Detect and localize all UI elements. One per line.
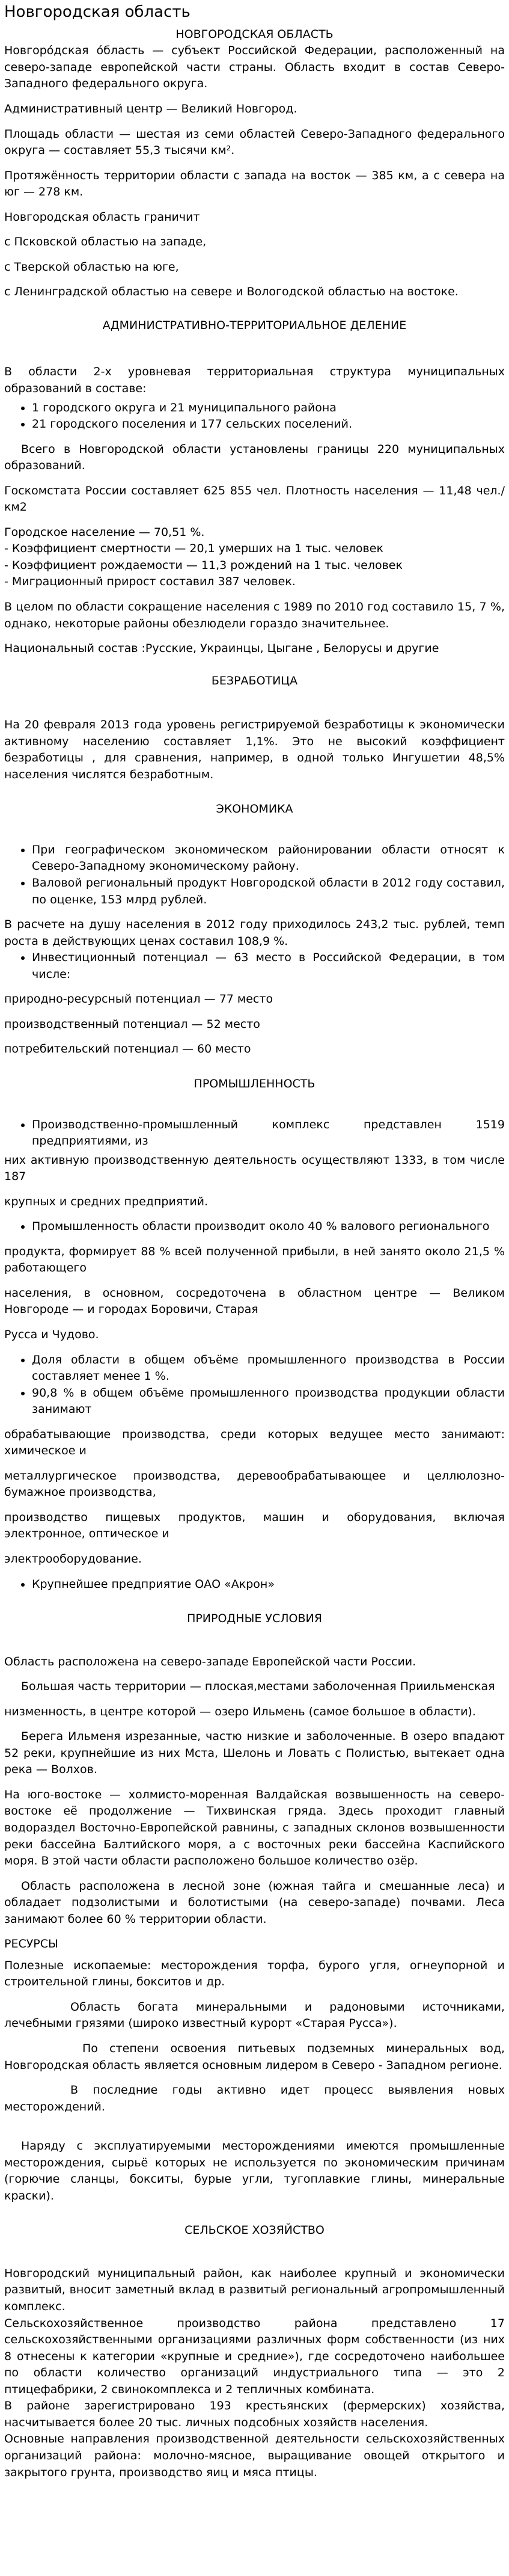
section-intro — [4, 26, 505, 301]
nature-paragraph-10: В последние годы активно идет процесс выявления новых месторождений. — [4, 2083, 505, 2113]
resources-heading: РЕСУРСЫ — [4, 1937, 58, 1951]
section-unemployment — [4, 673, 505, 784]
economy-list — [4, 842, 505, 908]
list-item: • 90,8 % в общем объёме промышленного производства продукции области занимают — [32, 1385, 505, 1418]
list-item: • 1 городского округа и 21 муниципального района — [32, 400, 505, 417]
intro-paragraph-6: с Псковской областью на западе, — [4, 235, 207, 249]
list-item: • Промышленность области производит около 40 % валового регионального — [32, 1219, 505, 1235]
section-nature — [4, 1611, 505, 2204]
industry-paragraph-7: металлургическое производства, деревообрабатывающее и целлюлозно-бумажное производства, — [4, 1469, 505, 1499]
admin-paragraph-2: Всего в Новгородской области установлены границы 220 муниципальных образований. — [4, 442, 505, 473]
industry-paragraph-6: обрабатывающие производства, среди которых ведущее место занимают: химическое и — [4, 1427, 505, 1458]
industry-paragraph-8: производство пищевых продуктов, машин и оборудования, включая электронное, оптическое и — [4, 1510, 505, 1541]
industry-list-1 — [4, 1117, 505, 1150]
economy-list-2 — [4, 950, 505, 983]
economy-paragraph-3: производственный потенциал — 52 место — [4, 1017, 260, 1031]
admin-paragraph-3: Госкомстата России составляет 625 855 чел. Плотность населения — 11,48 чел./км2 — [4, 484, 505, 514]
admin-paragraph-4b: - Коэффициент смертности — 20,1 умерших на 1 тыс. человек — [4, 542, 383, 556]
nature-paragraph-2: Большая часть территории — плоская,местами заболоченная Приильменская — [21, 1680, 495, 1694]
admin-paragraph-5: В целом по области сокращение населения с 1989 по 2010 год составило 15, 7 %, однако, некоторые районы обезлюдели гораздо значительнее. — [4, 600, 505, 630]
agriculture-paragraph-1: Новгородский муниципальный район, как наиболее крупный и экономически развитый, вносит заметный вклад в развитый региональный агропромышленный комплекс. — [4, 2266, 505, 2314]
admin-list — [4, 400, 505, 433]
list-item: • 21 городского поселения и 177 сельских поселений. — [32, 416, 505, 433]
nature-paragraph-5: На юго-востоке — холмисто-моренная Валдайская возвышенность на северо-востоке её продолжение — Тихвинская гряда. Здесь проходит главный водораздел Восточно-Европейской равнины, с западных склонов возвышенности реки бассейна Балтийского моря, а с восточных реки бассейна Каспийского моря. В этой части области расположено большое количество озёр. — [4, 1788, 505, 1868]
intro-paragraph-4: Протяжённость территории области с запада на восток — 385 км, а с севера на юг — 278 км. — [4, 168, 505, 199]
section-industry — [4, 1076, 505, 1593]
agriculture-paragraph-4: Основные направления производственной деятельности сельскохозяйственных организаций района: молочно-мясное, выращивание овощей открытого и закрытого грунта, производство яиц и мяса птицы. — [4, 2432, 505, 2479]
agriculture-paragraph-3: В районе зарегистрировано 193 крестьянских (фермерских) хозяйства, насчитывается более 20 тыс. личных подсобных хозяйств населения. — [4, 2399, 505, 2429]
admin-paragraph-6: Национальный состав :Русские, Украинцы, Цыгане , Белорусы и другие — [4, 642, 439, 656]
section-economy — [4, 801, 505, 1058]
intro-paragraph-8: с Ленинградской областью на севере и Вологодской областью на востоке. — [4, 285, 459, 299]
intro-paragraph-5: Новгородская область граничит — [4, 210, 200, 224]
industry-list-4 — [4, 1576, 505, 1593]
economy-paragraph-2: природно-ресурсный потенциал — 77 место — [4, 992, 273, 1006]
industry-paragraph-4: населения, в основном, сосредоточена в областном центре — Великом Новгороде — и городах Боровичи, Старая — [4, 1286, 505, 1317]
section-admin — [4, 318, 505, 657]
section-heading-admin: АДМИНИСТРАТИВНО-ТЕРРИТОРИАЛЬНОЕ ДЕЛЕНИЕ — [102, 318, 407, 332]
section-heading-agriculture: СЕЛЬСКОЕ ХОЗЯЙСТВО — [184, 2224, 325, 2237]
section-agriculture — [4, 2222, 505, 2481]
industry-paragraph-1: них активную производственную деятельность осуществляют 1333, в том числе 187 — [4, 1153, 505, 1184]
industry-paragraph-2: крупных и средних предприятий. — [4, 1194, 209, 1208]
nature-paragraph-9: По степени освоения питьевых подземных минеральных вод, Новгородская область является основным лидером в Северо - Западном регионе. — [4, 2042, 505, 2072]
industry-list-3 — [4, 1352, 505, 1418]
list-item: • Инвестиционный потенциал — 63 место в Российской Федерации, в том числе: — [32, 950, 505, 983]
list-item: • Производственно-промышленный комплекс представлен 1519 предприятиями, из — [32, 1117, 505, 1150]
unemployment-paragraph-1: На 20 февраля 2013 года уровень регистрируемой безработицы к экономически активному населению составляет 1,1%. Это не высокий коэффициент безработицы , для сравнения, например, в одной только Ингушетии 48,5% населения числятся безработным. — [4, 718, 505, 781]
admin-paragraph-1: В области 2-х уровневая территориальная структура муниципальных образований в составе: — [4, 365, 505, 395]
admin-paragraph-4a: Городское население — 70,51 %. — [4, 525, 205, 539]
nature-paragraph-1: Область расположена на северо-западе Европейской части России. — [4, 1655, 416, 1668]
intro-paragraph-1: Новгоро́дская о́бласть — субъект Российской Федерации, расположенный на северо-западе европейской части страны. Область входит в состав Северо-Западного федерального округа. — [4, 44, 505, 91]
industry-paragraph-9: электрооборудование. — [4, 1552, 142, 1566]
nature-paragraph-8: Область богата минеральными и радоновыми источниками, лечебными грязями (широко известный курорт «Старая Русса»). — [4, 2000, 505, 2030]
industry-list-2 — [4, 1219, 505, 1235]
economy-paragraph-4: потребительский потенциал — 60 место — [4, 1042, 251, 1056]
economy-paragraph-1: В расчете на душу населения в 2012 году приходилось 243,2 тыс. рублей, темп роста в действующих ценах составил 108,9 %. — [4, 918, 505, 948]
section-heading-nature: ПРИРОДНЫЕ УСЛОВИЯ — [187, 1612, 322, 1626]
agriculture-paragraph-2: Сельскохозяйственное производство района представлено 17 сельскохозяйственными организациями различных форм собственности (из них 8 отнесены к категории «крупные и средние»), где сосредоточено наибольшее по области количество организаций индустриального типа — это 2 птицефабрики, 2 свинокомплекса и 2 тепличных комбината. — [4, 2316, 505, 2396]
section-heading-intro: НОВГОРОДСКАЯ ОБЛАСТЬ — [175, 27, 334, 41]
admin-paragraph-4d: - Миграционный прирост составил 387 человек. — [4, 575, 296, 589]
section-heading-unemployment: БЕЗРАБОТИЦА — [211, 674, 298, 687]
nature-paragraph-11: Наряду с эксплуатируемыми месторождениями имеются промышленные месторождения, сырьё которых не используется по экономическим причинам (горючие сланцы, бокситы, бурые угли, тугоплавкие глины, минеральные краски). — [4, 2139, 505, 2203]
list-item: • При географическом экономическом районировании области относят к Северо-Западному экономическому району. — [32, 842, 505, 875]
intro-paragraph-2: Административный центр — Великий Новгород. — [4, 102, 297, 115]
admin-paragraph-4c: - Коэффициент рождаемости — 11,3 рождений на 1 тыс. человек — [4, 558, 403, 572]
intro-paragraph-7: с Тверской областью на юге, — [4, 260, 179, 274]
nature-paragraph-7: Полезные ископаемые: месторождения торфа, бурого угля, огнеупорной и строительной глины, бокситов и др. — [4, 1958, 505, 1989]
list-item: • Крупнейшее предприятие ОАО «Акрон» — [32, 1576, 505, 1593]
section-heading-economy: ЭКОНОМИКА — [216, 802, 293, 816]
list-item: • Валовой региональный продукт Новгородской области в 2012 году составил, по оценке, 153 млрд рублей. — [32, 875, 505, 908]
industry-paragraph-5: Русса и Чудово. — [4, 1327, 99, 1341]
list-item: • Доля области в общем объёме промышленного производства в России составляет менее 1 %. — [32, 1352, 505, 1385]
industry-paragraph-3: продукта, формирует 88 % всей полученной прибыли, в ней занято около 21,5 % работающего — [4, 1244, 505, 1275]
page-title: Новгородская область — [4, 3, 190, 21]
section-heading-industry: ПРОМЫШЛЕННОСТЬ — [194, 1077, 315, 1090]
nature-paragraph-6: Область расположена в лесной зоне (южная тайга и смешанные леса) и обладает подзолистыми и болотистыми (на северо-западе) почвами. Леса занимают более 60 % территории области. — [4, 1879, 505, 1926]
nature-paragraph-4: Берега Ильменя изрезанные, частю низкие и заболоченные. В озеро впадают 52 реки, крупнейшие из них Мста, Шелонь и Ловать с Полистью, вытекает одна река — Волхов. — [4, 1730, 505, 1777]
intro-paragraph-3: Площадь области — шестая из семи областей Северо-Западного федерального округа — составляет 55,3 тысячи км². — [4, 127, 505, 158]
nature-paragraph-3: низменность, в центре которой — озеро Ильмень (самое большое в области). — [4, 1705, 476, 1718]
